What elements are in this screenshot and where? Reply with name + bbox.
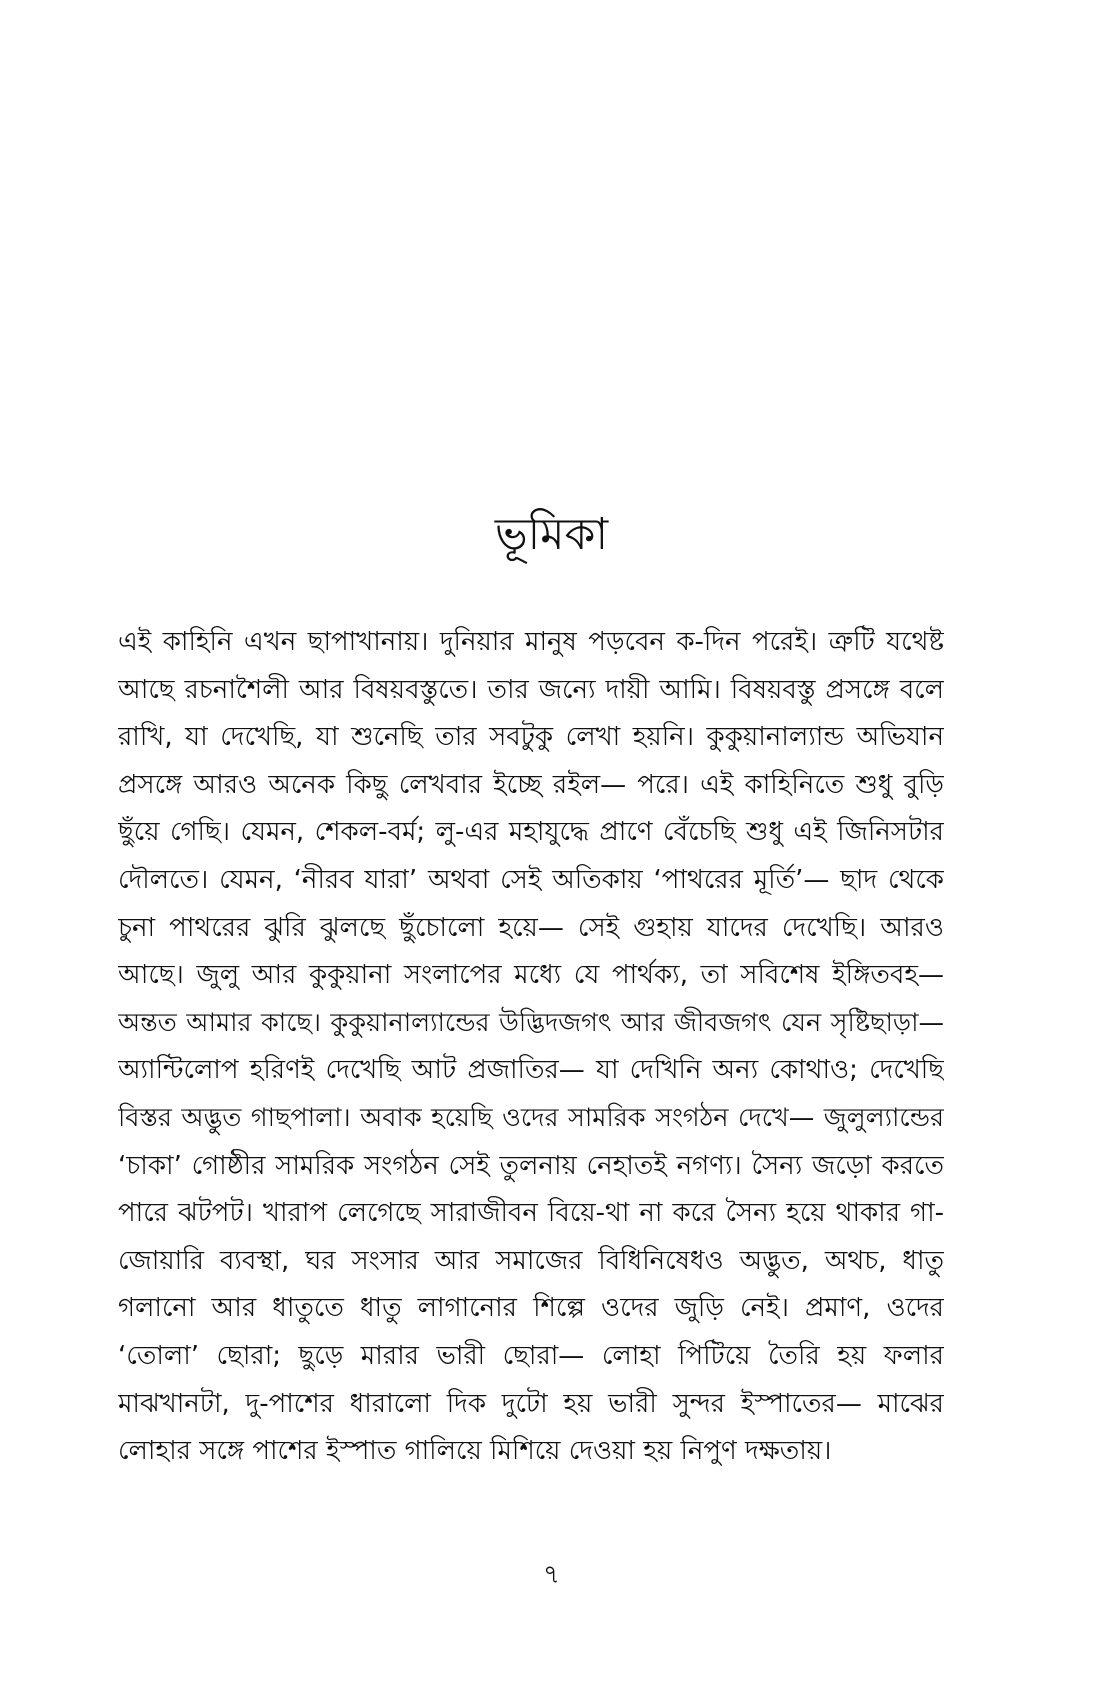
text-line: ‘তোলা’ ছোরা; ছুড়ে মারার ভারী ছোরা— লোহা পিটিয়ে তৈরি হয় ফলার: [118, 1340, 944, 1371]
page-title: ভূমিকা: [494, 509, 609, 560]
text-line: দৌলতে। যেমন, ‘নীরব যারা’ অথবা সেই অতিকায় ‘পাথরের মূর্তি’— ছাদ থেকে: [118, 864, 944, 895]
text-line: ছুঁয়ে গেছি। যেমন, শেকল-বর্ম; লু-এর মহাযুদ্ধে প্রাণে বেঁচেছি শুধু এই জিনিসটার: [118, 817, 944, 848]
text-line: প্রসঙ্গে আরও অনেক কিছু লেখবার ইচ্ছে রইল— পরে। এই কাহিনিতে শুধু বুড়ি: [118, 769, 944, 800]
text-line: আছে রচনাশৈলী আর বিষয়বস্তুতে। তার জন্যে দায়ী আমি। বিষয়বস্তু প্রসঙ্গে বলে: [118, 674, 944, 705]
page-number: ৭: [543, 1560, 560, 1590]
text-line: অন্তত আমার কাছে। কুকুয়ানাল্যান্ডের উদ্ভিদজগৎ আর জীবজগৎ যেন সৃষ্টিছাড়া—: [118, 1007, 944, 1038]
text-line: গলানো আর ধাতুতে ধাতু লাগানোর শিল্পে ওদের জুড়ি নেই। প্রমাণ, ওদের: [118, 1293, 944, 1324]
text-line: জোয়ারি ব্যবস্থা, ঘর সংসার আর সমাজের বিধিনিষেধও অদ্ভুত, অথচ, ধাতু: [118, 1245, 944, 1276]
text-line: মাঝখানটা, দু-পাশের ধারালো দিক দুটো হয় ভারী সুন্দর ইস্পাতের— মাঝের: [118, 1388, 944, 1419]
text-line: পারে ঝটপট। খারাপ লেগেছে সারাজীবন বিয়ে-থা না করে সৈন্য হয়ে থাকার গা-: [118, 1198, 944, 1229]
text-line: অ্যান্টিলোপ হরিণই দেখেছি আট প্রজাতির— যা দেখিনি অন্য কোথাও; দেখেছি: [118, 1055, 944, 1086]
text-line: লোহার সঙ্গে পাশের ইস্পাত গালিয়ে মিশিয়ে দেওয়া হয় নিপুণ দক্ষতায়।: [118, 1436, 832, 1467]
text-line: চুনা পাথরের ঝুরি ঝুলছে ছুঁচোলো হয়ে— সেই গুহায় যাদের দেখেছি। আরও: [118, 912, 944, 943]
text-line: বিস্তর অদ্ভুত গাছপালা। অবাক হয়েছি ওদের সামরিক সংগঠন দেখে— জুলুল্যান্ডের: [118, 1102, 944, 1133]
text-line: আছে। জুলু আর কুকুয়ানা সংলাপের মধ্যে যে পার্থক্য, তা সবিশেষ ইঙ্গিতবহ—: [118, 960, 944, 991]
text-line: এই কাহিনি এখন ছাপাখানায়। দুনিয়ার মানুষ পড়বেন ক-দিন পরেই। ত্রুটি যথেষ্ট: [118, 627, 944, 657]
text-line: ‘চাকা’ গোষ্ঠীর সামরিক সংগঠন সেই তুলনায় নেহাতই নগণ্য। সৈন্য জড়ো করতে: [118, 1150, 944, 1181]
text-line: রাখি, যা দেখেছি, যা শুনেছি তার সবটুকু লেখা হয়নি। কুকুয়ানাল্যান্ড অভিযান: [118, 722, 944, 753]
body-text: [118, 619, 944, 1476]
